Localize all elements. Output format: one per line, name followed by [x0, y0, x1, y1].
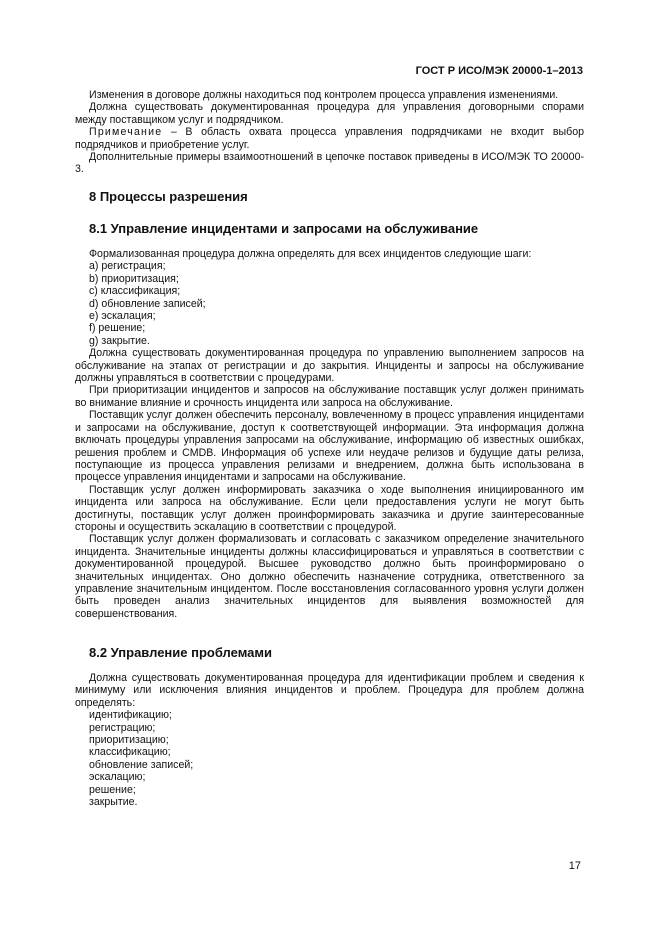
section-heading-8-2: 8.2 Управление проблемами — [89, 645, 272, 660]
section-8-1-body — [75, 248, 584, 620]
note — [75, 126, 584, 151]
paragraph: Поставщик услуг должен информировать заказчика о ходе выполнения инициированного им инцидента или запроса на обслуживание. Если цели предоставления услуги не могут быть достигнуты, поставщик услуг должен проинформировать заказчика и другие заинтересованные стороны и осуществить эскалацию в соответствии с процедурой. — [75, 483, 584, 533]
list-item: e) эскалация; — [89, 310, 156, 323]
paragraph: Формализованная процедура должна определять для всех инцидентов следующие шаги: — [89, 248, 532, 260]
document-header: ГОСТ Р ИСО/МЭК 20000-1–2013 — [415, 65, 583, 77]
paragraph: Дополнительные примеры взаимоотношений в цепочке поставок приведены в ИСО/МЭК ТО 20000-3. — [75, 151, 584, 176]
list-item: a) регистрация; — [89, 260, 166, 273]
list-item: b) приоритизация; — [89, 272, 179, 285]
note-text: – В область охвата процесса управления подрядчиками не входит выбор подрядчиков и приобретение услуг. — [75, 126, 584, 151]
paragraph: Должна существовать документированная процедура для идентификации проблем и сведения к минимуму или исключения влияния инцидентов и проблем. Процедура для проблем должна определять: — [75, 672, 584, 709]
list-item: g) закрытие. — [89, 334, 150, 347]
list-item: c) классификация; — [89, 285, 181, 298]
list-item: классификацию; — [89, 746, 171, 759]
paragraph: При приоритизации инцидентов и запросов на обслуживание поставщик услуг должен принимать во внимание влияние и срочность инцидента или запроса на обслуживание. — [75, 384, 584, 409]
list-item: идентификацию; — [89, 709, 172, 722]
paragraph: Должна существовать документированная процедура для управления договорными спорами между поставщиком услуг и подрядчиком. — [75, 101, 584, 126]
paragraph: Должна существовать документированная процедура по управлению выполнением запросов на обслуживание на этапах от регистрации и до закрытия. Инциденты и запросы на обслуживание должны управляться в соответствии с процедурами. — [75, 347, 584, 385]
list-item: f) решение; — [89, 322, 146, 335]
paragraph: Поставщик услуг должен обеспечить персоналу, вовлеченному в процесс управления инцидентами и запросами на обслуживание, доступ к соответствующей информации. Эта информация должна включать процедуры управления запросами на обслуживание, информацию об известных ошибках, решения проблем и CMDB. Информация об успехе или неудаче релизов и будущие даты релиза, поступающие из процесса управления релизами и внедрением, должна быть использована в процессе управления инцидентами и запросами на обслуживание. — [75, 409, 584, 484]
problem-list — [75, 709, 584, 808]
section-8-2-body — [75, 672, 584, 808]
list-item: приоритизацию; — [89, 734, 169, 747]
step-list — [75, 260, 584, 347]
section-heading-8: 8 Процессы разрешения — [89, 189, 248, 204]
list-item: закрытие. — [89, 796, 138, 809]
list-item: эскалацию; — [89, 771, 146, 784]
list-item: d) обновление записей; — [89, 297, 206, 310]
section-heading-8-1: 8.1 Управление инцидентами и запросами на обслуживание — [89, 221, 479, 236]
intro-section — [75, 89, 584, 176]
paragraph: Поставщик услуг должен формализовать и согласовать с заказчиком определение значительного инцидента. Значительные инциденты должны классифицироваться и управляться в соответствии с документированной процедурой. Высшее руководство должно быть проинформировано о значительных инцидентах. Оно должно обеспечить назначение сотрудника, ответственного за управление значительным инцидентом. После восстановления согласованного уровня услуги должен быть проведен анализ значительных инцидентов для выявления возможностей для совершенствования. — [75, 533, 584, 620]
page-number: 17 — [568, 860, 581, 872]
list-item: регистрацию; — [89, 721, 156, 734]
note-label: Примечание — [89, 126, 163, 139]
list-item: решение; — [89, 783, 136, 796]
list-item: обновление записей; — [89, 758, 194, 771]
paragraph: Изменения в договоре должны находиться под контролем процесса управления изменениями. — [89, 89, 559, 101]
